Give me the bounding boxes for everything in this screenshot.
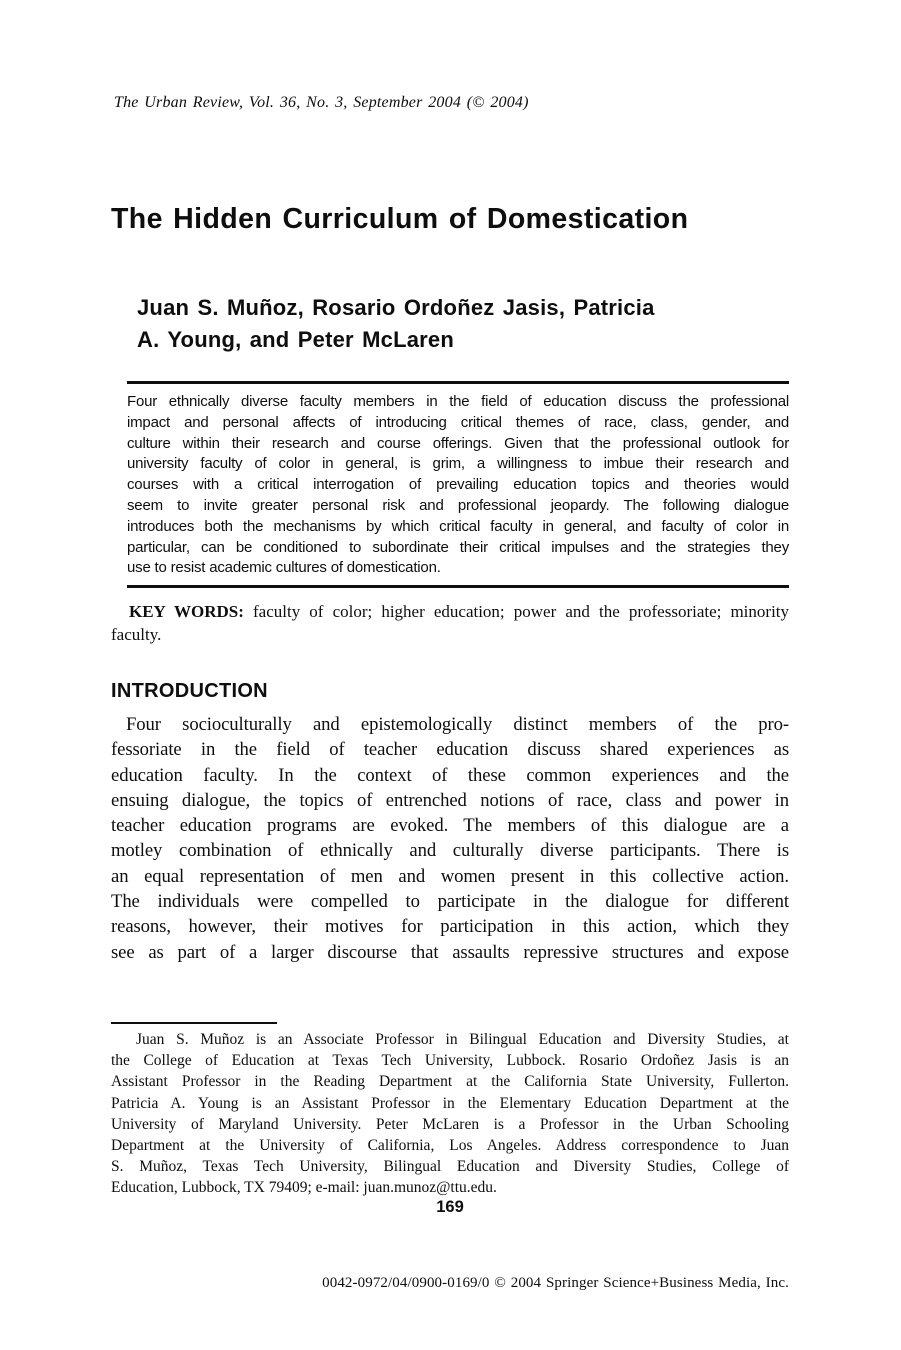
text-line: Juan S. Muñoz is an Associate Professor in Bilingual Education and Diversity Studies, at [136,1031,789,1048]
abstract-rule-top [127,381,789,384]
text-line: see as part of a larger discourse that assaults repressive structures and expose [111,941,789,963]
journal-header-line: The Urban Review, Vol. 36, No. 3, September 2004 (© 2004) [114,94,529,111]
text-line: education faculty. In the context of these common experiences and the [111,764,789,786]
article-title: The Hidden Curriculum of Domestication [111,203,689,235]
abstract-rule-bottom [127,585,789,588]
text-line: University of Maryland University. Peter McLaren is a Professor in the Urban Schooling [111,1115,789,1133]
keywords-text: faculty of color; higher education; power and the professoriate; minority [253,602,790,621]
text-line: Education, Lubbock, TX 79409; e-mail: juan.munoz@ttu.edu. [111,1179,497,1197]
section-heading-introduction: INTRODUCTION [111,680,268,702]
text-line: the College of Education at Texas Tech University, Lubbock. Rosario Ordoñez Jasis is an [111,1052,789,1070]
keywords-line [111,601,789,624]
footnote-text [111,1029,789,1199]
text-line: courses with a critical interrogation of prevailing education topics and theories would [127,476,789,494]
page-number: 169 [436,1198,464,1216]
footnote-divider [111,1022,277,1024]
text-line: Patricia A. Young is an Assistant Professor in the Elementary Education Department at the [111,1094,789,1112]
text-line: particular, can be conditioned to subordinate their critical impulses and the strategies they [127,538,789,556]
text-line: reasons, however, their motives for participation in this action, which they [111,916,789,938]
abstract-text [127,392,789,579]
text-line: introduces both the mechanisms by which critical faculty in general, and faculty of color in [127,517,789,535]
text-line: use to resist academic cultures of domestication. [127,559,441,577]
keywords-label: KEY WORDS: [129,602,244,621]
text-line: an equal representation of men and women present in this collective action. [111,865,789,887]
text-line: university faculty of color in general, is grim, a willingness to imbue their research and [127,455,789,473]
keywords-paragraph [111,601,789,646]
text-line: Department at the University of California, Los Angeles. Address correspondence to Juan [111,1137,789,1155]
text-line: Four socioculturally and epistemologically distinct members of the pro- [126,714,789,735]
introduction-paragraph [111,712,789,965]
text-line: The individuals were compelled to participate in the dialogue for different [111,891,789,913]
text-line: Four ethnically diverse faculty members in the field of education discuss the professional [127,393,789,410]
text-line: S. Muñoz, Texas Tech University, Bilingual Education and Diversity Studies, College of [111,1158,789,1176]
text-line: motley combination of ethnically and culturally diverse participants. There is [111,840,789,862]
text-line: impact and personal affects of introducing critical themes of race, class, gender, and [127,413,789,431]
text-line: teacher education programs are evoked. The members of this dialogue are a [111,815,789,837]
text-line: A. Young, and Peter McLaren [137,327,454,352]
text-line: Juan S. Muñoz, Rosario Ordoñez Jasis, Patricia [137,295,655,320]
author-byline [137,292,655,356]
text-line: culture within their research and course offerings. Given that the professional outlook for [127,434,789,452]
text-line: fessoriate in the field of teacher education discuss shared experiences as [111,739,789,761]
text-line: ensuing dialogue, the topics of entrenched notions of race, class and power in [111,789,789,811]
issn-copyright-line: 0042-0972/04/0900-0169/0 © 2004 Springer Science+Business Media, Inc. [322,1275,789,1291]
keywords-text-continued: faculty. [111,624,162,644]
text-line: seem to invite greater personal risk and professional jeopardy. The following dialogue [127,496,789,514]
text-line: Assistant Professor in the Reading Department at the California State University, Fullerton. [111,1073,789,1091]
